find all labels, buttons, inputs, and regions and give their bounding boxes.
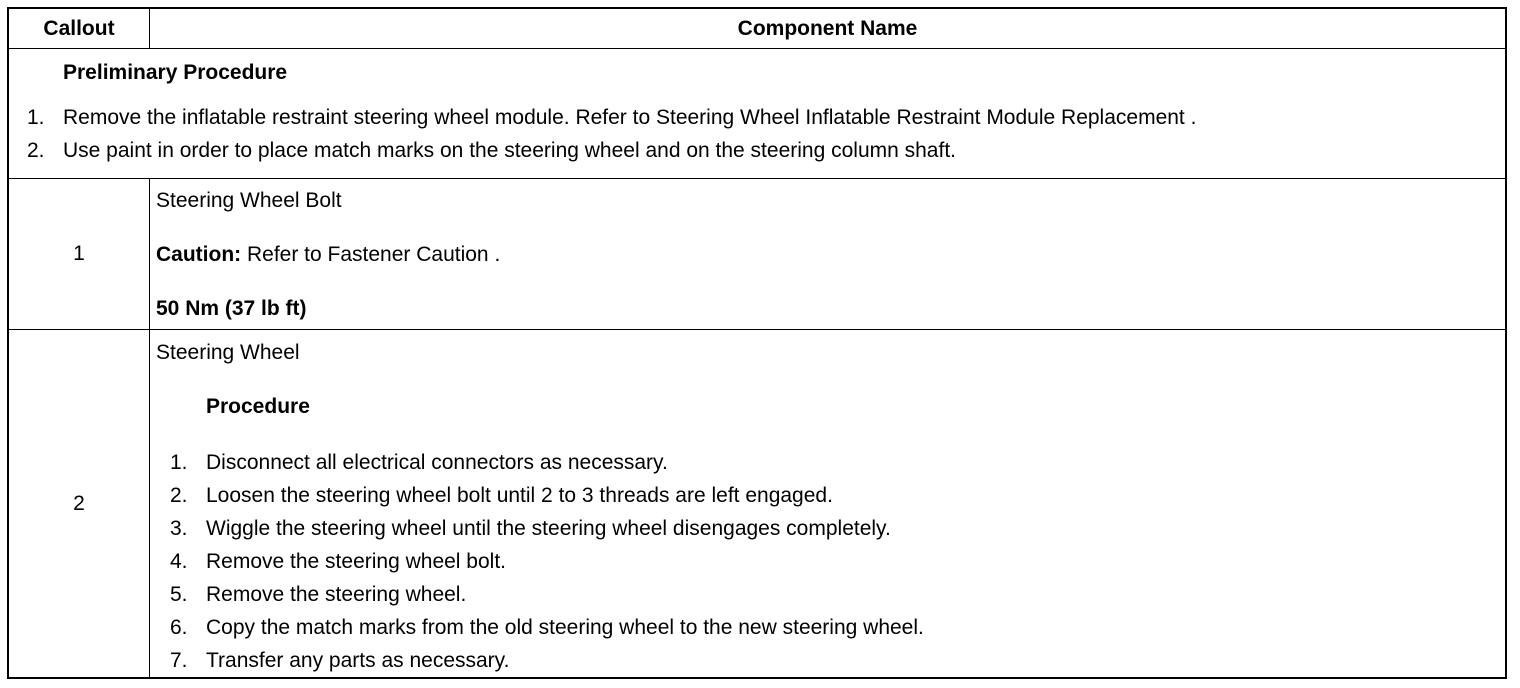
step-number: 5. bbox=[170, 583, 188, 606]
step-number: 6. bbox=[170, 616, 188, 639]
preliminary-steps bbox=[9, 101, 1505, 167]
step-text: Disconnect all electrical connectors as necessary. bbox=[206, 451, 668, 474]
caution-text: Refer to Fastener Caution . bbox=[241, 243, 501, 266]
list-item bbox=[156, 512, 1505, 545]
torque-spec: 50 Nm (37 lb ft) bbox=[156, 297, 307, 320]
header-component-name: Component Name bbox=[150, 8, 1507, 49]
step-text: Remove the steering wheel bolt. bbox=[206, 550, 506, 573]
step-text: Loosen the steering wheel bolt until 2 to 3 threads are left engaged. bbox=[206, 484, 833, 507]
preliminary-row bbox=[8, 49, 1506, 179]
preliminary-title: Preliminary Procedure bbox=[63, 61, 288, 84]
step-number: 2. bbox=[27, 139, 45, 162]
step-text: Wiggle the steering wheel until the steering wheel disengages completely. bbox=[206, 517, 891, 540]
list-item bbox=[156, 545, 1505, 578]
procedure-title: Procedure bbox=[206, 395, 310, 418]
list-item bbox=[9, 101, 1505, 134]
step-number: 2. bbox=[170, 484, 188, 507]
caution-label: Caution: bbox=[156, 243, 242, 266]
table-row bbox=[8, 330, 1506, 679]
list-item bbox=[156, 479, 1505, 512]
step-text: Remove the steering wheel. bbox=[206, 583, 467, 606]
step-text: Transfer any parts as necessary. bbox=[206, 649, 510, 672]
step-number: 1. bbox=[170, 451, 188, 474]
caution-note bbox=[156, 241, 1505, 268]
procedure-table bbox=[7, 7, 1507, 679]
header-row bbox=[8, 8, 1506, 49]
step-text: Copy the match marks from the old steering wheel to the new steering wheel. bbox=[206, 616, 924, 639]
step-number: 1. bbox=[27, 106, 45, 129]
component-cell bbox=[150, 330, 1507, 679]
component-cell bbox=[150, 179, 1507, 330]
list-item bbox=[156, 644, 1505, 677]
header-callout: Callout bbox=[8, 8, 150, 49]
table-row bbox=[8, 179, 1506, 330]
component-name: Steering Wheel bbox=[156, 341, 300, 364]
step-number: 3. bbox=[170, 517, 188, 540]
list-item bbox=[156, 446, 1505, 479]
callout-number: 2 bbox=[8, 330, 150, 679]
preliminary-cell bbox=[8, 49, 1506, 179]
step-text: Use paint in order to place match marks on the steering wheel and on the steering column shaft. bbox=[63, 139, 956, 162]
list-item bbox=[156, 611, 1505, 644]
procedure-steps bbox=[156, 446, 1505, 677]
callout-number: 1 bbox=[8, 179, 150, 330]
component-name: Steering Wheel Bolt bbox=[156, 189, 342, 212]
step-number: 4. bbox=[170, 550, 188, 573]
step-number: 7. bbox=[170, 649, 188, 672]
list-item bbox=[156, 578, 1505, 611]
list-item bbox=[9, 134, 1505, 167]
step-text: Remove the inflatable restraint steering wheel module. Refer to Steering Wheel Inflatable Restraint Module Replacement . bbox=[63, 106, 1197, 129]
